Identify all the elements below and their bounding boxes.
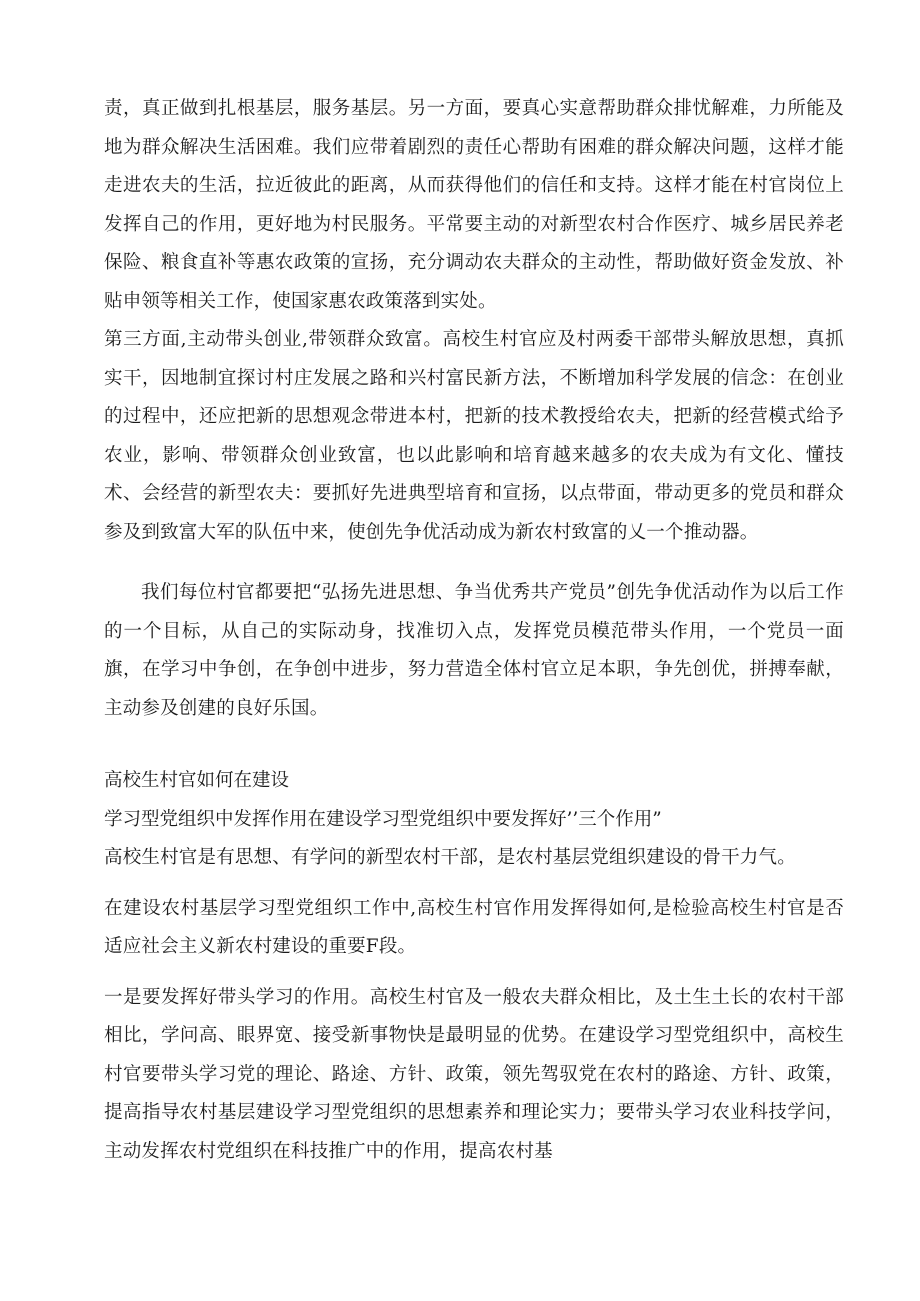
- section-heading-line1: 高校生村官如何在建设: [104, 770, 290, 791]
- paragraph-backbone: 高校生村官是有思想、有学问的新型农村干部，是农村基层党组织建设的骨干力气。: [104, 847, 796, 868]
- section-heading-line2: 学习型党组织中发挥作用在建设学习型党组织中要发挥好’’三个作用”: [104, 808, 662, 830]
- paragraph-service: 责，真正做到扎根基层，服务基层。另一方面，要真心实意帮助群众排忧解难，力所能及地为群众解决生活困难。我们应带着剧烈的责任心帮助有困难的群众解决问题，这样才能走进农夫的生活，拉近彼此的距离，从而获得他们的信任和支持。这样才能在村官岗位上发挥自己的作用，更好地为村民服务。平常要主动的对新型农村合作医疗、城乡居民养老保险、粮食直补等惠农政策的宣扬，充分调动农夫群众的主动性，帮助做好资金发放、补贴申领等相关工作，使国家惠农政策落到实处。: [104, 98, 844, 312]
- paragraph-test: 在建设农村基层学习型党组织工作中,高校生村官作用发挥得如何,是检验高校生村官是否适应社会主义新农村建设的重要F段。: [104, 897, 844, 957]
- paragraph-goal: 我们每位村官都要把“弘扬先进思想、争当优秀共产党员”创先争优活动作为以后工作的一个目标，从自己的实际动身，找准切入点，发挥党员模范带头作用，一个党员一面旗，在学习中争创，在争创中进步，努力营造全体村官立足本职，争先创优，拼搏奉献，主动参及创建的良好乐国。: [104, 582, 844, 719]
- document-page: [104, 90, 844, 1171]
- paragraph-entrepreneurship: 第三方面,主动带头创业,带领群众致富。高校生村官应及村两委干部带头解放思想，真抓实干，因地制宜探讨村庄发展之路和兴村富民新方法，不断增加科学发展的信念：在创业的过程中，还应把新的思想观念带进本村，把新的技术教授给农夫，把新的经营模式给予农业，影响、带领群众创业致富，也以此影响和培育越来越多的农夫成为有文化、懂技术、会经营的新型农夫：要抓好先进典型培育和宣扬，以点带面，带动更多的党员和群众参及到致富大军的队伍中来，使创先争优活动成为新农村致富的乂一个推动器。: [104, 329, 844, 543]
- paragraph-lead-study: 一是要发挥好带头学习的作用。高校生村官及一般农夫群众相比，及土生土长的农村干部相比，学问高、眼界宽、接受新事物快是最明显的优势。在建设学习型党组织中，高校生村官要带头学习党的理论、路途、方针、政策，领先驾驭党在农村的路途、方针、政策，提高指导农村基层建设学习型党组织的思想素养和理论实力；要带头学习农业科技学问，主动发挥农村党组织在科技推广中的作用，提高农村基: [104, 986, 844, 1162]
